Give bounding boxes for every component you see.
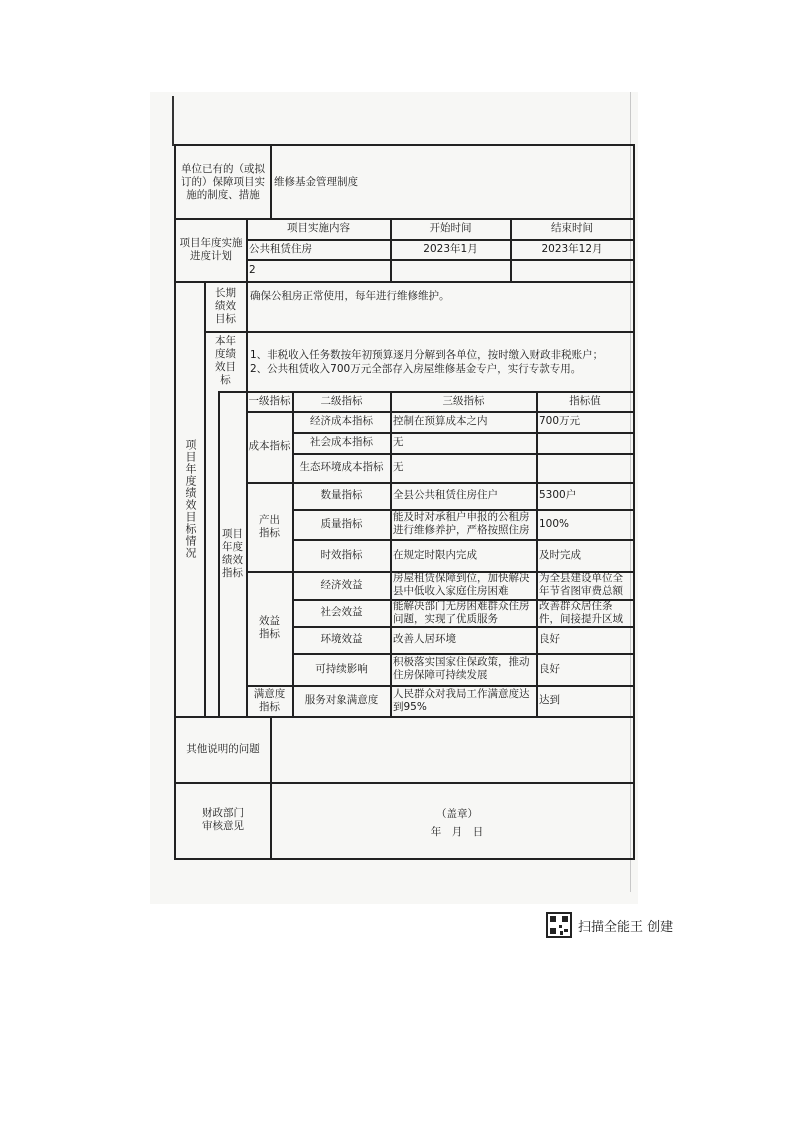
- indicator-level3: 能及时对承租户申报的公租房进行维修养护，严格按照住房: [393, 511, 530, 536]
- schedule-row-content: 2: [249, 263, 256, 276]
- schedule-row-start: 2023年1月: [423, 242, 478, 255]
- indicator-value: [537, 432, 633, 453]
- goals-spacer: [205, 391, 218, 716]
- indicator-level2: 质量指标: [320, 517, 363, 530]
- indicator-value: 700万元: [539, 415, 581, 427]
- indicator-level2: 时效指标: [320, 548, 363, 561]
- group-cost: 成本指标: [248, 440, 291, 452]
- indicator-value: 100%: [539, 517, 570, 530]
- indicator-value: 及时完成: [539, 548, 581, 561]
- indicator-level3: 无: [393, 436, 404, 448]
- indicator-level2: 环境效益: [320, 633, 363, 645]
- schedule-header-start: 开始时间: [429, 222, 472, 234]
- indicator-value: 5300户: [539, 489, 577, 501]
- indicator-level2: 社会效益: [320, 606, 363, 618]
- indicator-header-level1: 一级指标: [248, 394, 291, 407]
- indicator-value: 良好: [539, 662, 560, 675]
- seal-text: （盖章）: [436, 807, 478, 820]
- schedule-row-start: [391, 259, 510, 281]
- indicator-value: 改善群众居住条件，间接提升区域: [539, 599, 623, 625]
- annual-goal-text: [248, 348, 633, 376]
- indicator-level3: 能解决部门无房困难群众住房问题，实现了优质服务: [393, 599, 530, 625]
- watermark-text: 扫描全能王 创建: [578, 919, 674, 935]
- measures-value: 维修基金管理制度: [274, 175, 358, 188]
- indicator-value: 良好: [539, 633, 560, 645]
- indicator-value: 达到: [539, 694, 560, 706]
- indicator-header-level3: 三级指标: [442, 394, 485, 407]
- indicator-level2: 经济效益: [320, 578, 363, 591]
- annual-goal-label: 本年度绩效目标: [215, 335, 236, 386]
- row-divider: [204, 331, 633, 333]
- indicator-level3: 积极落实国家住保政策，推动住房保障可持续发展: [393, 656, 530, 681]
- indicator-level2: 经济成本指标: [310, 415, 373, 427]
- indicator-level3: 控制在预算成本之内: [393, 415, 488, 427]
- indicator-level3: 全县公共租赁住房住户: [393, 489, 498, 501]
- schedule-row-content: 公共租赁住房: [249, 242, 312, 255]
- indicator-level2: 数量指标: [320, 489, 363, 501]
- qr-code-icon: [546, 912, 572, 938]
- indicator-header-level2: 二级指标: [320, 394, 363, 407]
- long-term-text: 确保公租房正常使用，每年进行维修维护。: [250, 289, 450, 302]
- indicator-level2: 生态环境成本指标: [299, 461, 384, 473]
- paper-edge-left: [172, 96, 174, 146]
- indicator-value: 为全县建设单位全年节省图审费总额: [539, 572, 623, 597]
- indicator-level3: 人民群众对我局工作满意度达到95%: [393, 687, 530, 713]
- review-date: 年 月 日: [430, 825, 484, 838]
- schedule-header-content: 项目实施内容: [287, 222, 350, 234]
- annual-goal-line-2: 2、公共租赁收入700万元全部存入房屋维修基金专户，实行专款专用。: [250, 362, 582, 375]
- scanner-watermark: [546, 912, 673, 938]
- group-benefit: 效益指标: [259, 615, 280, 640]
- long-term-label: 长期绩效目标: [215, 286, 236, 325]
- indicator-value: [537, 453, 633, 482]
- indicator-level2: 可持续影响: [315, 662, 368, 675]
- measures-label: 单位已有的（或拟订的）保障项目实施的制度、措施: [181, 162, 265, 201]
- indicator-level3: 无: [393, 461, 404, 473]
- group-output: 产出指标: [259, 513, 280, 539]
- other-notes-value[interactable]: [272, 716, 633, 782]
- schedule-row-end: 2023年12月: [541, 242, 603, 255]
- schedule-header-end: 结束时间: [551, 222, 593, 234]
- indicator-level2: 社会成本指标: [310, 436, 373, 448]
- annual-goal-line-1: 1、非税收入任务数按年初预算逐月分解到各单位，按时缴入财政非税账户；: [250, 348, 604, 361]
- indicator-level3: 在规定时限内完成: [393, 548, 477, 561]
- indicator-label: 项目年度绩效指标: [222, 527, 243, 579]
- indicator-header-value: 指标值: [569, 394, 601, 407]
- goals-section-label: 项目年度绩效目标情况: [184, 438, 197, 559]
- group-satisfaction: 满意度指标: [253, 687, 286, 713]
- schedule-row-end: [511, 259, 633, 281]
- indicator-level2: 服务对象满意度: [304, 694, 379, 706]
- indicator-level3: 改善人居环境: [393, 633, 456, 645]
- indicator-level3: 房屋租赁保障到位，加快解决县中低收入家庭住房困难: [393, 572, 530, 597]
- other-notes-label: 其他说明的问题: [186, 742, 260, 755]
- schedule-label: 项目年度实施进度计划: [179, 236, 243, 262]
- performance-form-table: [174, 144, 635, 860]
- finance-review-label: 财政部门审核意见: [202, 807, 244, 832]
